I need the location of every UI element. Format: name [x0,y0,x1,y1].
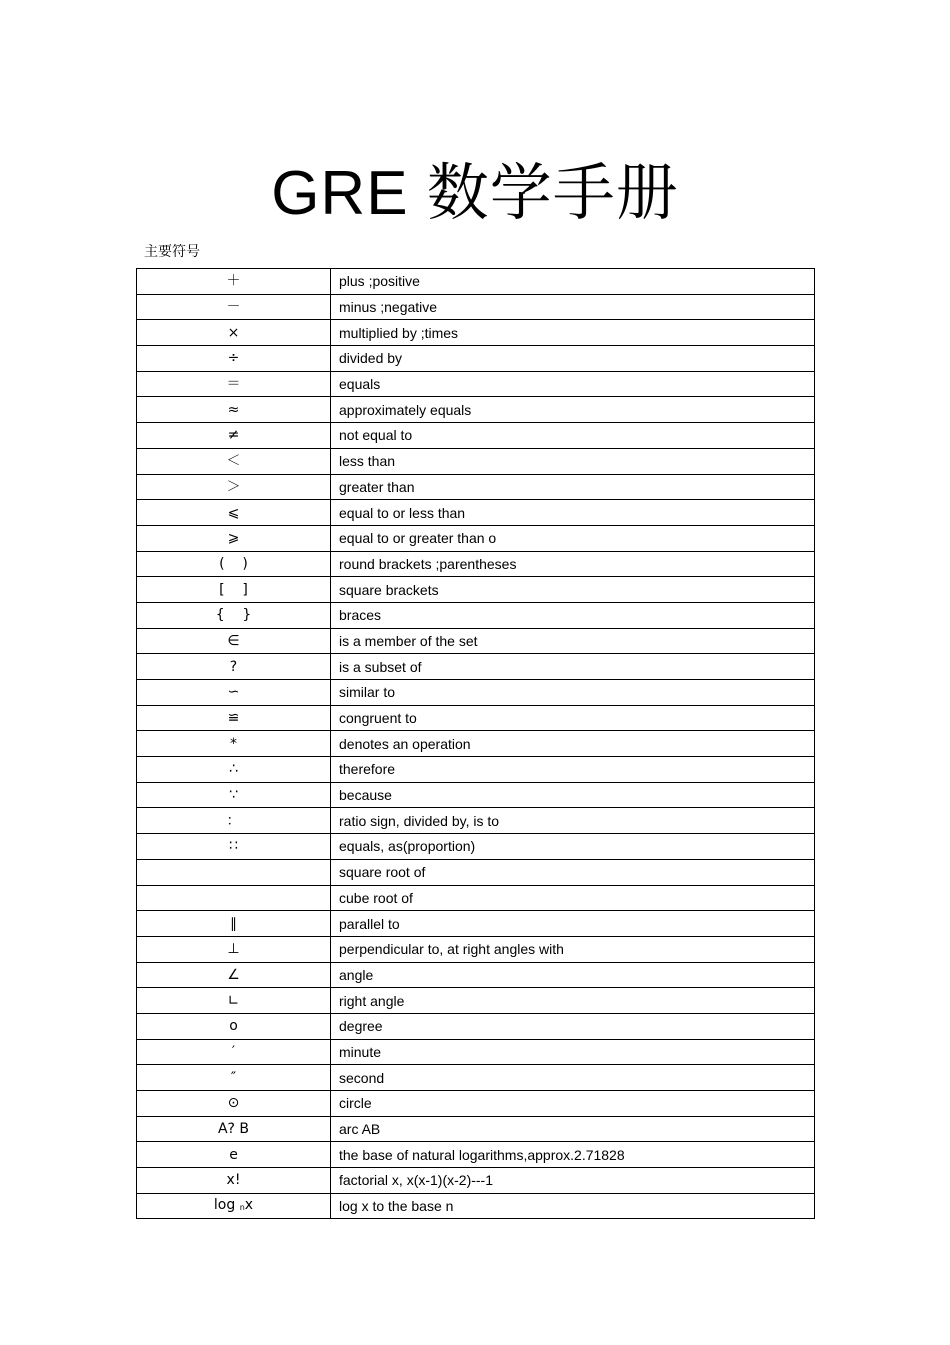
symbol-cell [137,269,331,295]
table-row [137,834,815,860]
meaning-cell: greater than [331,474,815,500]
meaning-cell: second [331,1065,815,1091]
table-row [137,346,815,372]
meaning-cell: perpendicular to, at right angles with [331,936,815,962]
table-row [137,1013,815,1039]
meaning-cell: similar to [331,680,815,706]
table-row [137,757,815,783]
symbol-text: ≌ [227,710,240,727]
symbol-cell [137,448,331,474]
meaning-cell: right angle [331,988,815,1014]
symbol-text: o [229,1018,238,1035]
table-row [137,525,815,551]
table-row [137,423,815,449]
meaning-cell: equal to or greater than o [331,525,815,551]
symbol-text: ⊙ [227,1095,240,1112]
meaning-cell: log x to the base n [331,1193,815,1219]
table-row [137,936,815,962]
symbol-cell [137,628,331,654]
table-row [137,911,815,937]
symbol-text: ∠ [227,966,240,983]
table-row [137,962,815,988]
meaning-cell: round brackets ;parentheses [331,551,815,577]
symbol-text: * [230,735,237,752]
meaning-cell: degree [331,1013,815,1039]
meaning-cell: cube root of [331,885,815,911]
table-row [137,808,815,834]
table-row [137,988,815,1014]
symbol-cell [137,294,331,320]
meaning-cell: denotes an operation [331,731,815,757]
symbol-text: { } [215,607,252,624]
table-row [137,371,815,397]
table-row [137,1039,815,1065]
symbol-cell [137,525,331,551]
symbol-cell [137,859,331,885]
symbol-cell [137,988,331,1014]
table-row [137,859,815,885]
symbol-text: ⩾ [227,530,240,547]
meaning-cell: square brackets [331,577,815,603]
table-row [137,397,815,423]
table-row [137,577,815,603]
symbol-cell [137,474,331,500]
table-row [137,500,815,526]
symbol-cell [137,602,331,628]
symbol-text: ∴ [229,761,238,778]
meaning-cell: equals, as(proportion) [331,834,815,860]
symbol-text: ： [226,812,241,829]
table-row [137,1142,815,1168]
meaning-cell: minus ;negative [331,294,815,320]
symbol-text: ＋ [226,273,241,290]
meaning-cell: plus ;positive [331,269,815,295]
meaning-cell: ratio sign, divided by, is to [331,808,815,834]
table-row [137,654,815,680]
meaning-cell: not equal to [331,423,815,449]
symbol-text: x! [226,1172,241,1189]
symbol-cell [137,1116,331,1142]
symbols-table [136,268,815,1219]
symbol-text: ∷ [229,838,238,855]
table-row [137,1193,815,1219]
symbol-cell [137,808,331,834]
symbol-cell [137,680,331,706]
symbol-cell [137,782,331,808]
symbol-text: ( ) [219,555,248,572]
symbol-cell [137,1013,331,1039]
table-row [137,294,815,320]
symbol-cell [137,654,331,680]
symbol-text: ⩽ [227,504,240,521]
table-row [137,320,815,346]
symbol-cell [137,1039,331,1065]
symbol-cell [137,423,331,449]
symbol-cell [137,1193,331,1219]
symbol-text: ∈ [227,632,240,649]
table-row [137,680,815,706]
symbol-cell [137,962,331,988]
symbol-cell [137,885,331,911]
symbol-text: ∽ [227,684,240,701]
symbol-cell [137,500,331,526]
symbol-cell [137,346,331,372]
table-row [137,628,815,654]
meaning-cell: parallel to [331,911,815,937]
meaning-cell: divided by [331,346,815,372]
symbol-text: ∟ [227,992,240,1009]
symbol-cell [137,1168,331,1194]
symbol-text: ′ [231,1043,236,1060]
symbol-text: ∵ [229,787,238,804]
meaning-cell: braces [331,602,815,628]
symbol-cell [137,705,331,731]
table-row [137,1091,815,1117]
table-row [137,269,815,295]
symbol-text: ? [229,658,238,675]
symbol-cell [137,551,331,577]
symbol-cell [137,1091,331,1117]
symbol-text: e [229,1146,238,1163]
symbol-text: ＝ [226,376,241,393]
symbol-text: A? B [217,1121,250,1138]
table-row [137,885,815,911]
meaning-cell: equal to or less than [331,500,815,526]
document-title: GRE 数学手册 [271,159,679,228]
symbol-text: ≈ [227,401,240,418]
symbol-cell [137,834,331,860]
table-row [137,1116,815,1142]
symbol-text: × [227,324,240,341]
symbol-text: log [213,1196,236,1213]
meaning-cell: therefore [331,757,815,783]
table-row [137,448,815,474]
symbol-cell [137,1142,331,1168]
symbol-cell [137,577,331,603]
meaning-cell: approximately equals [331,397,815,423]
table-row [137,1065,815,1091]
table-row [137,705,815,731]
table-row [137,602,815,628]
meaning-cell: less than [331,448,815,474]
table-row [137,474,815,500]
meaning-cell: is a subset of [331,654,815,680]
symbol-text: ≠ [227,427,240,444]
symbol-text: － [226,299,241,316]
meaning-cell: minute [331,1039,815,1065]
symbol-text: ＜ [226,453,241,470]
symbol-cell [137,731,331,757]
meaning-cell: is a member of the set [331,628,815,654]
symbol-cell [137,320,331,346]
meaning-cell: multiplied by ;times [331,320,815,346]
meaning-cell: angle [331,962,815,988]
symbol-cell [137,911,331,937]
meaning-cell: square root of [331,859,815,885]
meaning-cell: congruent to [331,705,815,731]
meaning-cell: because [331,782,815,808]
symbol-cell [137,1065,331,1091]
symbol-cell [137,936,331,962]
symbol-cell [137,397,331,423]
symbol-text: ∥ [230,915,237,932]
symbol-tail: x [244,1196,254,1213]
table-row [137,1168,815,1194]
symbol-text: ″ [230,1069,237,1086]
symbol-cell [137,757,331,783]
meaning-cell: the base of natural logarithms,approx.2.71828 [331,1142,815,1168]
meaning-cell: equals [331,371,815,397]
symbol-subscript: n [239,1202,245,1212]
section-label: 主要符号 [144,244,200,260]
symbol-cell [137,371,331,397]
symbol-text: ＞ [226,478,241,495]
table-row [137,551,815,577]
symbol-text: [ ] [219,581,248,598]
table-row [137,782,815,808]
meaning-cell: circle [331,1091,815,1117]
symbols-table-body [137,269,815,1219]
symbol-text: ÷ [227,350,240,367]
meaning-cell: arc AB [331,1116,815,1142]
meaning-cell: factorial x, x(x-1)(x-2)---1 [331,1168,815,1194]
symbol-text: ⊥ [227,941,240,958]
table-row [137,731,815,757]
